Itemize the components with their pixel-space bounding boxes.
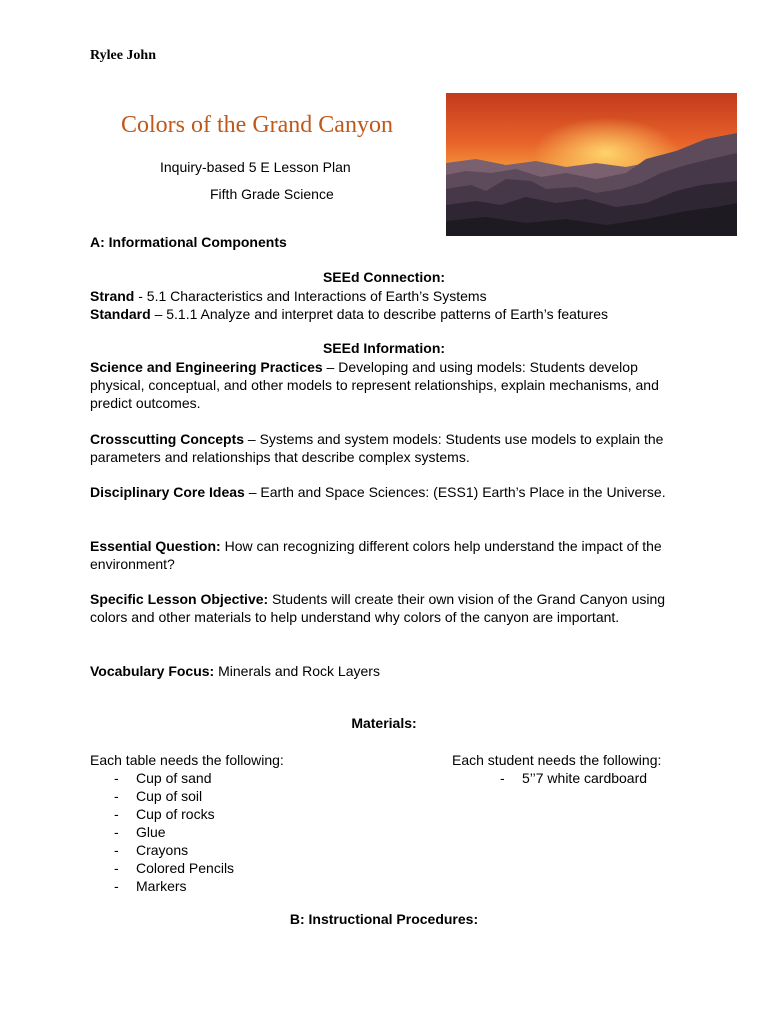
strand-text: - 5.1 Characteristics and Interactions of Earth’s Systems	[134, 288, 487, 304]
essential-question-text: How can recognizing different colors help understand the impact of the environment?	[90, 538, 662, 572]
list-item: - Glue	[90, 823, 420, 841]
essential-question-paragraph	[90, 537, 680, 573]
strand-label: Strand	[90, 288, 135, 304]
table-materials	[90, 751, 420, 895]
student-materials-list	[476, 769, 742, 787]
standard-label: Standard	[90, 306, 151, 322]
dci-paragraph	[90, 483, 680, 501]
table-materials-intro: Each table needs the following:	[90, 752, 284, 768]
dci-label: Disciplinary Core Ideas	[90, 484, 245, 500]
dci-text: – Earth and Space Sciences: (ESS1) Earth’s Place in the Universe.	[244, 484, 666, 500]
section-a-heading: A: Informational Components	[90, 234, 287, 250]
seed-connection-heading: SEEd Connection:	[322, 269, 446, 285]
student-materials-intro: Each student needs the following:	[452, 752, 662, 768]
table-materials-list	[90, 769, 420, 895]
student-materials	[452, 751, 742, 787]
lesson-objective-paragraph	[90, 590, 680, 626]
materials-heading: Materials:	[351, 715, 417, 731]
subtitle-grade: Fifth Grade Science	[210, 186, 334, 202]
list-item: - Cup of soil	[90, 787, 420, 805]
list-item: - Cup of sand	[90, 769, 420, 787]
section-b-heading: B: Instructional Procedures:	[289, 911, 479, 927]
sep-label: Science and Engineering Practices	[90, 359, 323, 375]
sep-paragraph	[90, 358, 680, 412]
strand-line	[90, 287, 680, 305]
list-item: - 5’’7 white cardboard	[476, 769, 742, 787]
list-item: - Crayons	[90, 841, 420, 859]
document-title: Colors of the Grand Canyon	[121, 112, 393, 138]
vocabulary-text: Minerals and Rock Layers	[214, 663, 380, 679]
essential-question-label: Essential Question:	[90, 538, 221, 554]
vocabulary-label: Vocabulary Focus:	[90, 663, 215, 679]
author-name: Rylee John	[90, 48, 157, 63]
lesson-objective-label: Specific Lesson Objective:	[90, 591, 269, 607]
list-item: - Markers	[90, 877, 420, 895]
list-item: - Cup of rocks	[90, 805, 420, 823]
standard-line	[90, 305, 680, 323]
grand-canyon-photo	[446, 93, 737, 236]
crosscutting-label: Crosscutting Concepts	[90, 431, 245, 447]
crosscutting-paragraph	[90, 430, 680, 466]
sep-text: – Developing and using models: Students develop physical, conceptual, and other models to represent relationships, explain mechanisms, and predict outcomes.	[90, 359, 659, 411]
standard-text: – 5.1.1 Analyze and interpret data to describe patterns of Earth’s features	[150, 306, 609, 322]
seed-information-heading: SEEd Information:	[322, 340, 446, 356]
subtitle-lesson-plan: Inquiry-based 5 E Lesson Plan	[160, 159, 351, 175]
crosscutting-text: – Systems and system models: Students use models to explain the parameters and relationships that describe complex systems.	[90, 431, 664, 465]
list-item: - Colored Pencils	[90, 859, 420, 877]
lesson-objective-text: Students will create their own vision of the Grand Canyon using colors and other materials to help understand why colors of the canyon are important.	[90, 591, 666, 625]
vocabulary-paragraph	[90, 662, 680, 680]
